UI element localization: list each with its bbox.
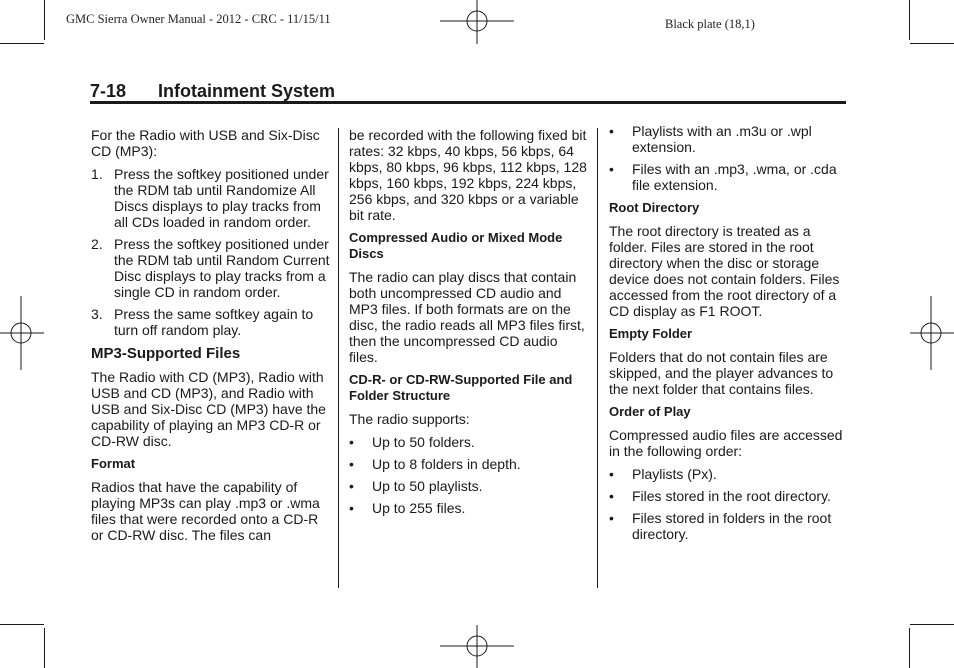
page-title: Infotainment System xyxy=(158,81,336,101)
step-number: 3. xyxy=(91,306,103,322)
crop-mark xyxy=(909,628,910,668)
bullet-icon: • xyxy=(349,434,354,450)
steps-list xyxy=(91,166,331,338)
column-1 xyxy=(91,127,331,550)
section-heading: MP3-Supported Files xyxy=(91,345,241,362)
bullet-icon: • xyxy=(609,123,614,139)
list-item xyxy=(91,166,331,230)
column-divider xyxy=(597,128,598,588)
step-number: 1. xyxy=(91,166,103,182)
bullet-icon: • xyxy=(609,466,614,482)
registration-mark xyxy=(440,625,514,668)
bullet-list xyxy=(609,123,849,193)
crop-mark xyxy=(44,0,45,40)
paragraph: Folders that do not contain files are skipped, and the player advances to the next folder that contains files. xyxy=(609,349,834,397)
list-item: • Files stored in folders in the root directory. xyxy=(609,510,832,542)
step-text: Press the softkey positioned under the RDM tab until Random Current Disc displays to play tracks from a single CD in random order. xyxy=(114,236,330,300)
paragraph: The root directory is treated as a folder. Files are stored in the root directory when the disc or storage device does not contain folders. Files accessed from the root directory of a CD display as F1 ROOT. xyxy=(609,223,840,319)
registration-mark xyxy=(0,296,44,370)
crop-mark xyxy=(0,624,44,625)
step-number: 2. xyxy=(91,236,103,252)
registration-mark xyxy=(910,296,954,370)
paragraph: The Radio with CD (MP3), Radio with USB and CD (MP3), and Radio with USB and Six-Disc CD (MP3) have the capability of playing an MP3 CD-R or CD-RW disc. xyxy=(91,369,326,449)
list-item: • Files stored in the root directory. xyxy=(609,488,831,504)
crop-mark xyxy=(44,628,45,668)
list-item: • Up to 8 folders in depth. xyxy=(349,456,521,472)
list-item: • Playlists (Px). xyxy=(609,466,717,482)
subsection-heading: CD-R- or CD-RW-Supported File and Folder Structure xyxy=(349,372,573,403)
subsection-heading: Format xyxy=(91,456,136,471)
paragraph: be recorded with the following fixed bit rates: 32 kbps, 40 kbps, 56 kbps, 64 kbps, 80 kbps, 96 kbps, 112 kbps, 128 kbps, 160 kbps, 192 kbps, 224 kbps, 256 kbps, and 320 kbps or a variable bit rate. xyxy=(349,127,587,223)
list-item: • Files with an .mp3, .wma, or .cda file extension. xyxy=(609,161,837,193)
list-item: • Up to 50 playlists. xyxy=(349,478,483,494)
list-item xyxy=(91,236,331,300)
paragraph: Radios that have the capability of playing MP3s can play .mp3 or .wma files that were recorded onto a CD-R or CD-RW disc. The files can xyxy=(91,479,320,543)
bullet-list xyxy=(349,434,589,516)
print-header-left: GMC Sierra Owner Manual - 2012 - CRC - 11/15/11 xyxy=(66,12,331,26)
bullet-icon: • xyxy=(609,510,614,526)
column-2 xyxy=(349,127,589,523)
crop-mark xyxy=(910,624,954,625)
step-text: Press the softkey positioned under the RDM tab until Randomize All Discs displays to play tracks from all CDs loaded in random order. xyxy=(114,166,329,230)
paragraph: Compressed audio files are accessed in the following order: xyxy=(609,427,843,459)
bullet-list xyxy=(609,466,849,542)
bullet-icon: • xyxy=(349,456,354,472)
list-item: • Playlists with an .m3u or .wpl extension. xyxy=(609,123,812,155)
title-rule xyxy=(90,101,846,104)
crop-mark xyxy=(910,43,954,44)
bullet-icon: • xyxy=(349,500,354,516)
crop-mark xyxy=(0,43,44,44)
column-divider xyxy=(338,128,339,588)
intro-paragraph: For the Radio with USB and Six-Disc CD (MP3): xyxy=(91,127,320,159)
step-text: Press the same softkey again to turn off random play. xyxy=(114,306,314,338)
page-number: 7-18 xyxy=(90,81,127,101)
paragraph: The radio can play discs that contain both uncompressed CD audio and MP3 files. If both formats are on the disc, the radio reads all MP3 files first, then the uncompressed CD audio files. xyxy=(349,269,585,365)
subsection-heading: Order of Play xyxy=(609,404,691,419)
bullet-icon: • xyxy=(609,488,614,504)
print-header-right: Black plate (18,1) xyxy=(665,17,755,31)
subsection-heading: Compressed Audio or Mixed Mode Discs xyxy=(349,230,563,261)
crop-mark xyxy=(909,0,910,40)
list-item xyxy=(91,306,331,338)
paragraph: The radio supports: xyxy=(349,411,470,427)
bullet-icon: • xyxy=(349,478,354,494)
list-item: • Up to 255 files. xyxy=(349,500,466,516)
list-item: • Up to 50 folders. xyxy=(349,434,475,450)
subsection-heading: Root Directory xyxy=(609,200,700,215)
subsection-heading: Empty Folder xyxy=(609,326,693,341)
column-3 xyxy=(609,123,849,549)
registration-mark xyxy=(440,0,514,44)
bullet-icon: • xyxy=(609,161,614,177)
